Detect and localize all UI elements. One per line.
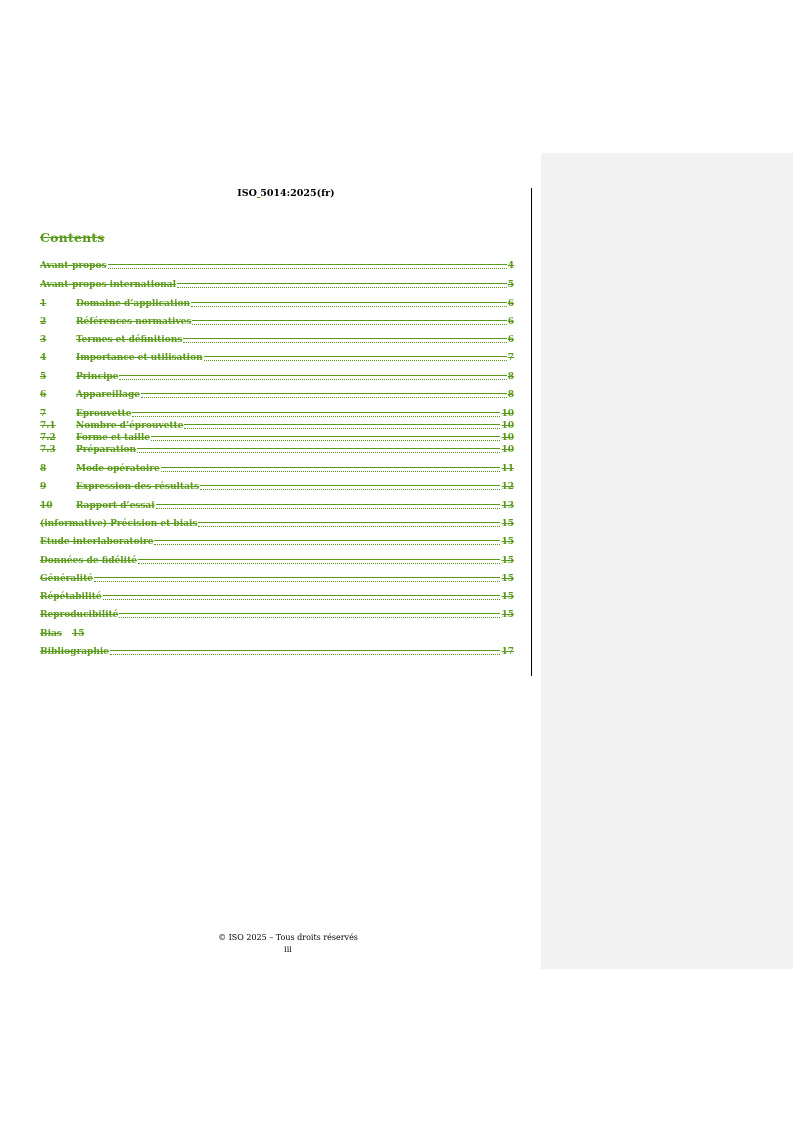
toc-entry-page: 15 [501,556,514,566]
toc-entry[interactable] [40,609,514,621]
toc-entry-leader [119,616,500,618]
toc-entry-leader [103,598,501,600]
toc-entry-page: 7 [507,353,514,363]
toc-entry[interactable] [40,408,514,420]
toc-entry[interactable] [40,444,514,456]
toc-entry-page: 15 [501,537,514,547]
toc-entry[interactable] [40,481,514,493]
toc-entry-leader [204,359,507,361]
toc-entry-leader [141,396,507,398]
toc-entry-leader [137,451,500,453]
footer-copyright: © ISO 2025 – Tous droits réservés [218,933,358,942]
toc-entry-number: 8 [40,464,47,474]
toc-entry-number: 3 [40,335,47,345]
toc-entry-title: Rapport d’essai [76,501,155,511]
toc-entry-leader [110,653,500,655]
toc-entry-number: 7 [40,409,47,419]
toc-entry-leader [94,580,500,582]
toc-entry-title: Appareillage [76,390,140,400]
toc-entry-title: Termes et définitions [76,335,183,345]
header-title-prefix: ISO [237,188,257,199]
toc-entry-leader [192,323,506,325]
toc-entry[interactable] [40,500,514,512]
toc-entry-number: 4 [40,353,47,363]
toc-entry[interactable] [40,420,514,432]
toc-entry-leader [191,305,507,307]
toc-entry-leader [200,488,500,490]
comment-pane [541,153,793,969]
toc-entry-leader [138,562,500,564]
toc-entry-page: 10 [501,421,514,431]
toc-entry-page: 15 [71,629,85,639]
toc-entry[interactable] [40,628,514,640]
toc-entry[interactable] [40,334,514,346]
toc-heading: Contents [40,230,105,245]
toc-entry[interactable] [40,591,514,603]
toc-entry-leader [156,507,501,509]
toc-entry[interactable] [40,371,514,383]
toc-entry[interactable] [40,536,514,548]
toc-entry-number: 5 [40,372,47,382]
toc-entry-page: 15 [501,592,514,602]
toc-entry[interactable] [40,389,514,401]
toc-entry-page: 5 [507,280,514,290]
toc-entry-leader [177,286,507,288]
toc-entry-page: 8 [507,372,514,382]
toc-entry-page: 10 [501,409,514,419]
toc-entry-page: 15 [501,610,514,620]
toc-entry-number: 10 [40,501,53,511]
toc-entry-title: Etude interlaboratoire [40,537,154,547]
toc-entry-title: Importance et utilisation [76,353,203,363]
toc-entry[interactable] [40,316,514,328]
toc-entry-page: 15 [501,574,514,584]
toc-entry-page: 10 [501,445,514,455]
toc-entry-page: 13 [501,501,514,511]
toc-entry-leader [183,341,506,343]
toc-entry-title: Expression des résultats [76,482,200,492]
toc-entry-title: Avant-propos [40,261,107,271]
toc-entry-number: 2 [40,317,47,327]
toc-entry-title: Mode opératoire [76,464,160,474]
toc-entry-page: 4 [507,261,514,271]
toc-entry-page: 6 [507,335,514,345]
toc-entry[interactable] [40,555,514,567]
toc-entry-title: Avant-propos international [40,280,176,290]
header-title-rest: 5014:2025(fr) [260,188,335,199]
toc-entry[interactable] [40,646,514,658]
toc-entry-title: Eprouvette [76,409,132,419]
toc-entry-page: 17 [501,647,514,657]
footer-page-number: iii [284,945,292,954]
toc-entry-page: 6 [507,317,514,327]
toc-entry[interactable] [40,573,514,585]
toc-entry-title: Données de fidélité [40,556,137,566]
toc-entry-page: 15 [501,519,514,529]
toc-entry-leader [151,439,500,441]
toc-entry-page: 10 [501,433,514,443]
toc-entry[interactable] [40,298,514,310]
toc-entry-number: 6 [40,390,47,400]
toc-entry-title: Bibliographie [40,647,110,657]
toc-entry[interactable] [40,279,514,291]
toc-entry-title: Répétabilité [40,592,102,602]
toc-entry-number: 1 [40,299,47,309]
toc-entry-leader [198,525,500,527]
toc-entry-page: 6 [507,299,514,309]
toc-entry-leader [119,378,506,380]
toc-entry-title: Préparation [76,445,137,455]
toc-entry-page: 8 [507,390,514,400]
toc-entry-title: Généralité [40,574,93,584]
toc-entry-number: 9 [40,482,47,492]
toc-entry-page: 11 [501,464,514,474]
toc-entry[interactable] [40,432,514,444]
toc-entry[interactable] [40,352,514,364]
page-footer [0,932,576,956]
toc-entry-title: Références normatives [76,317,192,327]
toc-entry-leader [132,415,500,417]
toc-entry-leader [161,470,501,472]
toc-entry-title: Principe [76,372,119,382]
toc-entry[interactable] [40,260,514,272]
toc-entry-page: 12 [501,482,514,492]
toc-entry-leader [154,543,500,545]
toc-entry-leader [184,427,500,429]
toc-entry-title: (informative) Précision et biais [40,519,198,529]
toc-entry-title: Forme et taille [76,433,151,443]
toc-entry-title: Domaine d’application [76,299,191,309]
toc-entry-number: 7.1 [40,421,56,431]
toc-entry-title: Bias [40,629,62,639]
toc-entry[interactable] [40,463,514,475]
toc-entry-title: Nombre d’éprouvette [76,421,184,431]
toc-entry[interactable] [40,518,514,530]
toc-entry-title: Reproducibilité [40,610,119,620]
change-bar [531,188,532,676]
document-header-title [0,188,572,199]
toc-entry-leader [108,267,507,269]
toc-entry-number: 7.2 [40,433,56,443]
toc-entry-number: 7.3 [40,445,56,455]
